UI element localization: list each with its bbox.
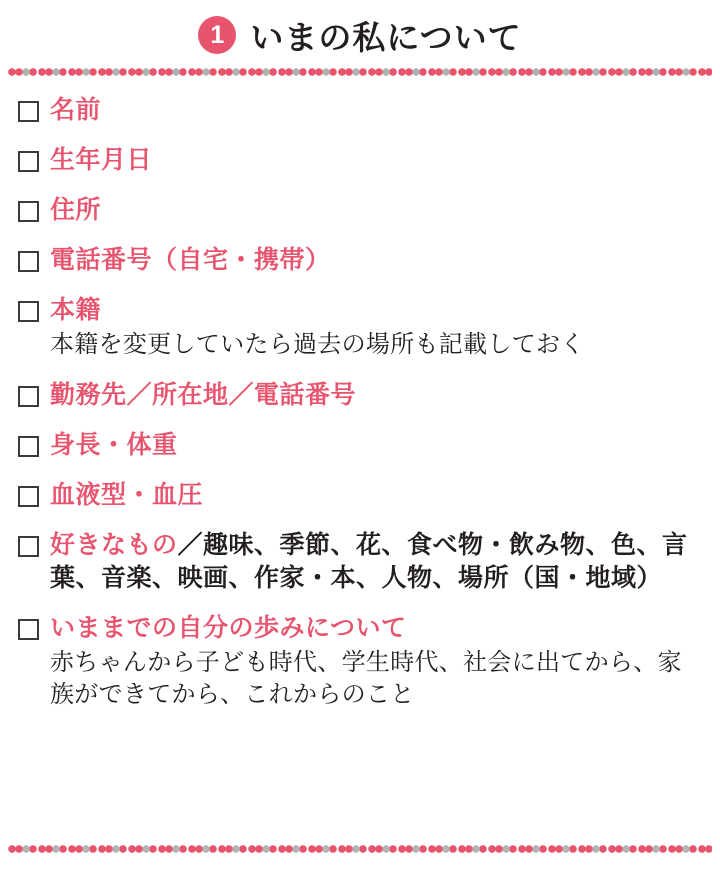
page-title: いまの私について (250, 18, 522, 56)
list-item-label: 血液型・血圧 (50, 480, 204, 509)
list-item-note: 本籍を変更していたら過去の場所も記載しておく (50, 331, 585, 358)
list-item-label-detail: ／趣味、季節、花、食べ物・飲み物、色、言葉、音楽、映画、作家・本、人物、場所（国・地域） (50, 530, 688, 592)
divider-dotted-bottom (8, 843, 712, 855)
checkbox-icon[interactable] (18, 436, 39, 457)
checkbox-icon[interactable] (18, 386, 39, 407)
list-item[interactable] (18, 612, 702, 712)
list-item-label: 名前 (50, 96, 102, 124)
list-item[interactable] (18, 194, 702, 227)
list-item[interactable] (18, 529, 702, 595)
checkbox-icon[interactable] (18, 486, 39, 507)
list-item-label: いままでの自分の歩みについて (50, 613, 407, 642)
list-item[interactable] (18, 479, 702, 512)
list-item-body (50, 94, 702, 127)
list-item[interactable] (18, 429, 702, 462)
section-number-badge: 1 (198, 16, 236, 54)
list-item-label (50, 529, 702, 595)
list-item-body (50, 479, 702, 512)
list-item-body (50, 294, 702, 362)
list-item-label: 勤務先／所在地／電話番号 (50, 380, 357, 409)
list-item-label-accent: 好きなもの (50, 530, 178, 559)
list-item[interactable] (18, 144, 702, 177)
list-item-body (50, 429, 702, 462)
list-item-label: 住所 (50, 196, 102, 224)
checkbox-icon[interactable] (18, 301, 39, 322)
list-item-body (50, 244, 702, 277)
checkbox-icon[interactable] (18, 101, 39, 122)
list-item-body (50, 612, 702, 712)
list-item[interactable] (18, 379, 702, 412)
checkbox-icon[interactable] (18, 201, 39, 222)
list-item-label: 電話番号（自宅・携帯） (50, 246, 331, 274)
checkbox-icon[interactable] (18, 151, 39, 172)
list-item-label: 生年月日 (50, 146, 153, 174)
checkbox-icon[interactable] (18, 536, 39, 557)
divider-dotted-top (8, 66, 712, 78)
list-item-body (50, 194, 702, 227)
list-item-body (50, 144, 702, 177)
list-item[interactable] (18, 294, 702, 362)
page-header (0, 0, 720, 60)
list-item-label: 身長・体重 (50, 430, 178, 459)
list-item-note: 赤ちゃんから子ども時代、学生時代、社会に出てから、家族ができてから、これからのこと (50, 648, 682, 709)
checkbox-icon[interactable] (18, 619, 39, 640)
checklist (0, 78, 720, 712)
list-item[interactable] (18, 94, 702, 127)
list-item-body (50, 529, 702, 595)
list-item-label: 本籍 (50, 296, 102, 324)
list-item-body (50, 379, 702, 412)
list-item[interactable] (18, 244, 702, 277)
checkbox-icon[interactable] (18, 251, 39, 272)
